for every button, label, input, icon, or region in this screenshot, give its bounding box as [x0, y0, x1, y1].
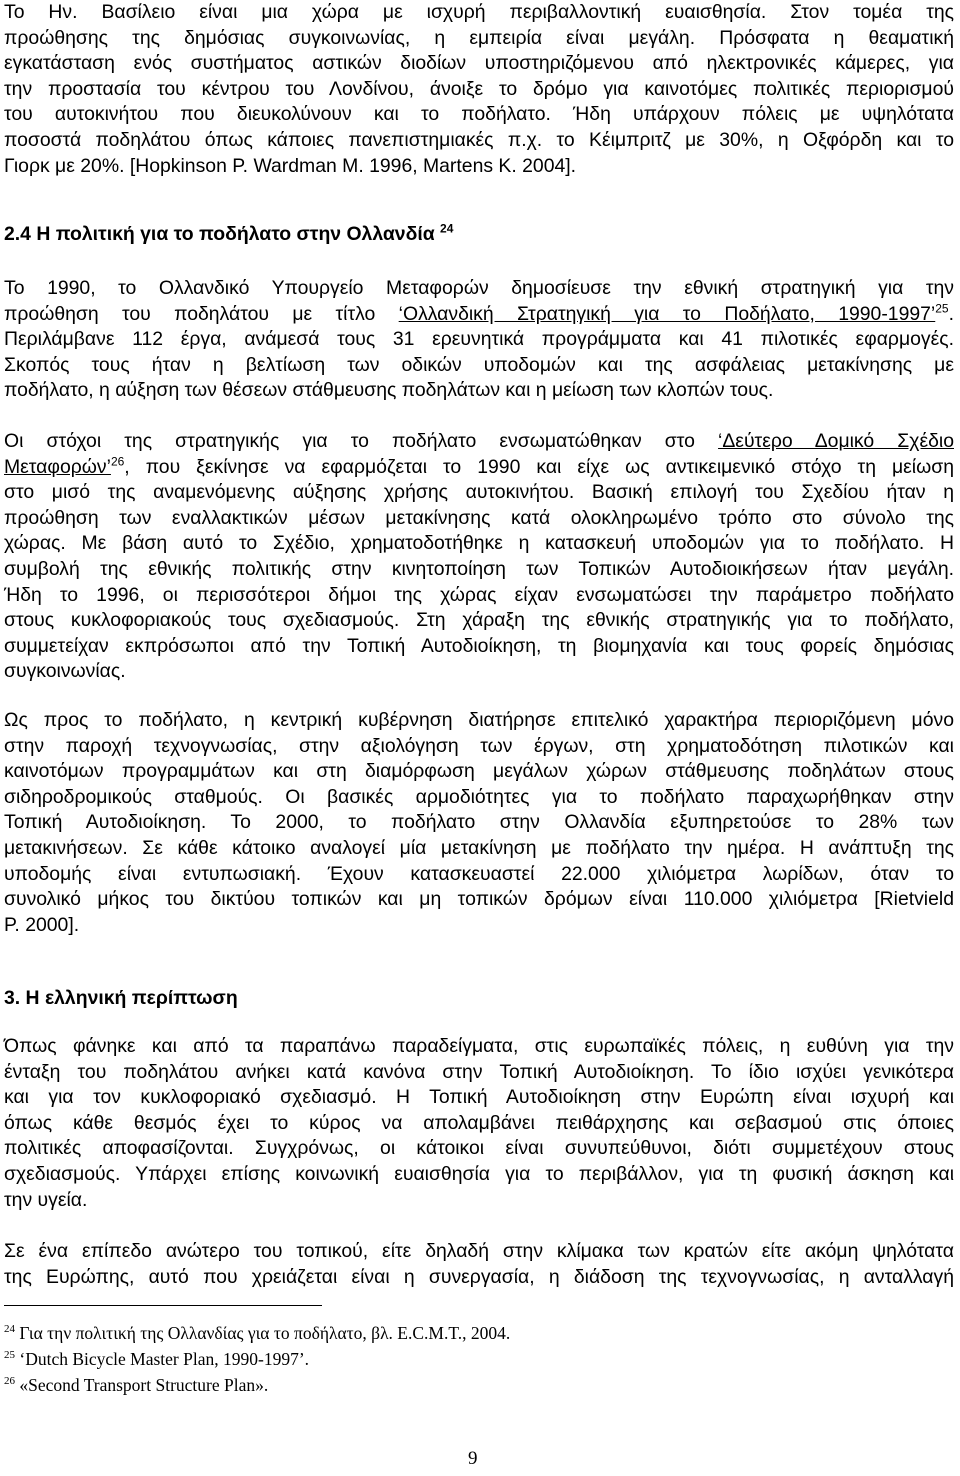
- page-number: 9: [468, 1448, 478, 1469]
- text-line: την προστασία του κέντρου του Λονδίνου, άνοιξε το δρόμο για καινοτόμες πολιτικές περιορισμού: [4, 77, 954, 100]
- strategy-title-link[interactable]: ‘Ολλανδική Στρατηγική για το Ποδήλατο, 1990-1997’: [398, 302, 936, 325]
- text-line: [4, 302, 954, 328]
- text-line: στο μισό της αναμενόμενης αύξησης χρήσης αυτοκινήτου. Βασική επιλογή του Σχεδίου ήταν η: [4, 481, 954, 504]
- text-line: συμβολή της εθνικής πολιτικής στην κινητοποίηση των Τοπικών Αυτοδιοικήσεων ήταν μεγάλη.: [4, 557, 954, 580]
- text-line: [4, 455, 954, 481]
- text-line: στην παροχή τεχνογνωσίας, στην αξιολόγηση των έργων, στη χρηματοδότηση πιλοτικών και: [4, 734, 954, 757]
- text-line: P. 2000].: [4, 913, 80, 936]
- text-line: Περιλάμβανε 112 έργα, ανάμεσά τους 31 ερευνητικά προγράμματα και 41 πιλοτικές εφαρμογές.: [4, 328, 954, 351]
- footnote-text: ‘Dutch Bicycle Master Plan, 1990-1997’.: [19, 1349, 310, 1369]
- text-line: προώθηση των εναλλακτικών μέσων μετακίνησης κατά ολοκληρωμένο τρόπο στο σύνολο της: [4, 506, 954, 529]
- text-line: της Ευρώπης, αυτό που χρειάζεται είναι η συνεργασία, η διάδοση της τεχνογνωσίας, η ανταλλαγή: [4, 1265, 954, 1288]
- text-line: συγκοινωνίας.: [4, 660, 126, 683]
- structure-plan-link[interactable]: ‘Δεύτερο Δομικό Σχέδιο: [718, 430, 954, 452]
- text-line: Σε ένα επίπεδο ανώτερο του τοπικού, είτε δηλαδή στην κλίμακα των κρατών είτε ακόμη ψηλότατα: [4, 1240, 954, 1262]
- text-fragment: .: [948, 302, 954, 325]
- text-line: σιδηροδρομικούς σταθμούς. Οι βασικές αρμοδιότητες για το ποδήλατο παραχωρήθηκαν στην: [4, 785, 954, 808]
- text-line: ποσοστά ποδηλάτου όπως κάποιες πανεπιστημιακές π.χ. το Κέιμπριτζ με 30%, η Οξφόρδη και το: [4, 128, 954, 151]
- text-line: την υγεία.: [4, 1188, 88, 1211]
- text-line: προώθησης της δημόσιας συγκοινωνίας, η εμπειρία είναι μεγάλη. Πρόσφατα η θεαματική: [4, 26, 954, 49]
- paragraph-greek-case: [4, 1034, 954, 1213]
- text-line: καινοτόμων προγραμμάτων και στη διαμόρφωση μεγάλων χώρων στάθμευσης ποδηλάτων στους: [4, 760, 954, 783]
- text-line: Το 1990, το Ολλανδικό Υπουργείο Μεταφορών δημοσίευσε την εθνική στρατηγική για την: [4, 277, 954, 299]
- text-line: του αυτοκινήτου που διευκολύνουν και το ποδήλατο. Ήδη υπάρχουν πόλεις με υψηλότατα: [4, 103, 954, 126]
- heading-text: 2.4 Η πολιτική για το ποδήλατο στην Ολλανδία: [4, 223, 435, 245]
- text-line: σχεδιασμούς. Υπάρχει επίσης κοινωνική ευαισθησία για το περιβάλλον, για τη φυσική άσκηση και: [4, 1162, 954, 1185]
- paragraph-central-government: [4, 708, 954, 938]
- footnote-25: [4, 1348, 309, 1371]
- text-fragment: Οι στόχοι της στρατηγικής για το ποδήλατο ενσωματώθηκαν στο: [4, 430, 719, 452]
- text-line: Ως προς το ποδήλατο, η κεντρική κυβέρνηση διατήρησε επιτελικό χαρακτήρα περιοριζόμενη μόνο: [4, 709, 954, 731]
- heading-text: 3. Η ελληνική περίπτωση: [4, 987, 238, 1009]
- footnote-text: Για την πολιτική της Ολλανδίας για το ποδήλατο, βλ. Ε.C.M.T., 2004.: [19, 1323, 511, 1343]
- footnote-ref[interactable]: 26: [110, 454, 125, 469]
- text-line: χώρας. Με βάση αυτό το Σχέδιο, χρηματοδοτήθηκε η κατασκευή υποδομών για το ποδήλατο. Η: [4, 532, 954, 555]
- footnote-number: 26: [4, 1375, 15, 1388]
- text-line: ένταξη του ποδηλάτου ανήκει κατά κανόνα στην Τοπική Αυτοδιοίκηση. Το ίδιο ισχύει γενικότερα: [4, 1060, 954, 1083]
- footnote-24: [4, 1322, 510, 1345]
- text-line: πολιτικές αποφασίζονται. Συγχρόνως, οι κάτοικοι είναι συνυπεύθυνοι, διότι συμμετέχουν στους: [4, 1137, 954, 1160]
- footnote-separator: [4, 1305, 322, 1306]
- paragraph-european-level: [4, 1239, 954, 1290]
- footnote-26: [4, 1374, 268, 1397]
- text-line: Ήδη το 1996, οι περισσότεροι δήμοι της χώρας είχαν ενσωματώσει την παράμετρο ποδήλατο: [4, 583, 954, 606]
- paragraph-structure-plan: [4, 429, 954, 685]
- paragraph-dutch-strategy: [4, 276, 954, 404]
- text-line: όπως κάθε θεσμός έχει το κύρος να απολαμβάνει πειθάρχησης και σεβασμού στις όποιες: [4, 1111, 954, 1134]
- text-line: στους κυκλοφοριακούς τους σχεδιασμούς. Στη χάραξη της εθνικής στρατηγικής για το ποδήλατο,: [4, 609, 954, 632]
- footnote-number: 24: [4, 1323, 15, 1336]
- text-fragment: προώθηση του ποδηλάτου με τίτλο: [4, 302, 399, 325]
- text-line: και για τον κυκλοφοριακό σχεδιασμό. Η Τοπική Αυτοδιοίκηση στην Ευρώπη είναι ισχυρή και: [4, 1086, 954, 1109]
- text-line: Τοπική Αυτοδιοίκηση. Το 2000, το ποδήλατο στην Ολλανδία εξυπηρετούσε το 28% των: [4, 811, 954, 834]
- text-line: συνολικό μήκος του δικτύου τοπικών και μη τοπικών δρόμων είναι 110.000 χιλιόμετρα [Rietvield: [4, 888, 954, 911]
- text-line: Το Ην. Βασίλειο είναι μια χώρα με ισχυρή περιβαλλοντική ευαισθησία. Στον τομέα της: [4, 1, 954, 23]
- footnote-ref[interactable]: 24: [440, 221, 454, 236]
- section-heading-netherlands: [4, 222, 453, 247]
- section-heading-greece: [4, 986, 238, 1011]
- footnote-number: 25: [4, 1349, 15, 1362]
- text-line: Γιορκ με 20%. [Hopkinson P. Wardman M. 1996, Martens K. 2004].: [4, 154, 577, 177]
- text-line: συμμετείχαν εκπρόσωποι από την Τοπική Αυτοδιοίκηση, τη βιομηχανία και τους φορείς δημόσιας: [4, 634, 954, 657]
- structure-plan-link[interactable]: Μεταφορών’: [4, 455, 111, 478]
- text-fragment: , που ξεκίνησε να εφαρμόζεται το 1990 και είχε ως αντικειμενικό στόχο τη μείωση: [124, 455, 954, 478]
- text-line: ποδήλατο, η αύξηση των θέσεων στάθμευσης ποδηλάτων και η μείωση των κλοπών τους.: [4, 379, 774, 402]
- text-line: εγκατάσταση ενός συστήματος αστικών διοδίων υποστηριζόμενου από ηλεκτρονικές κάμερες, για: [4, 52, 954, 75]
- text-line: Σκοπός τους ήταν η βελτίωση των οδικών υποδομών και της ασφάλειας μετακίνησης με: [4, 353, 954, 376]
- footnote-text: «Second Transport Structure Plan».: [19, 1375, 269, 1395]
- text-line: [4, 429, 954, 455]
- text-line: Όπως φάνηκε και από τα παραπάνω παραδείγματα, στις ευρωπαϊκές πόλεις, η ευθύνη για την: [4, 1035, 954, 1057]
- text-line: μετακινήσεων. Σε κάθε κάτοικο αναλογεί μία μετακίνηση με ποδήλατο την ημέρα. Η ανάπτυξη της: [4, 836, 954, 859]
- text-line: υποδομής είναι εντυπωσιακή. Έχουν κατασκευαστεί 22.000 χιλιόμετρα λωρίδων, όταν το: [4, 862, 954, 885]
- paragraph-uk: [4, 0, 954, 179]
- footnote-ref[interactable]: 25: [935, 301, 949, 316]
